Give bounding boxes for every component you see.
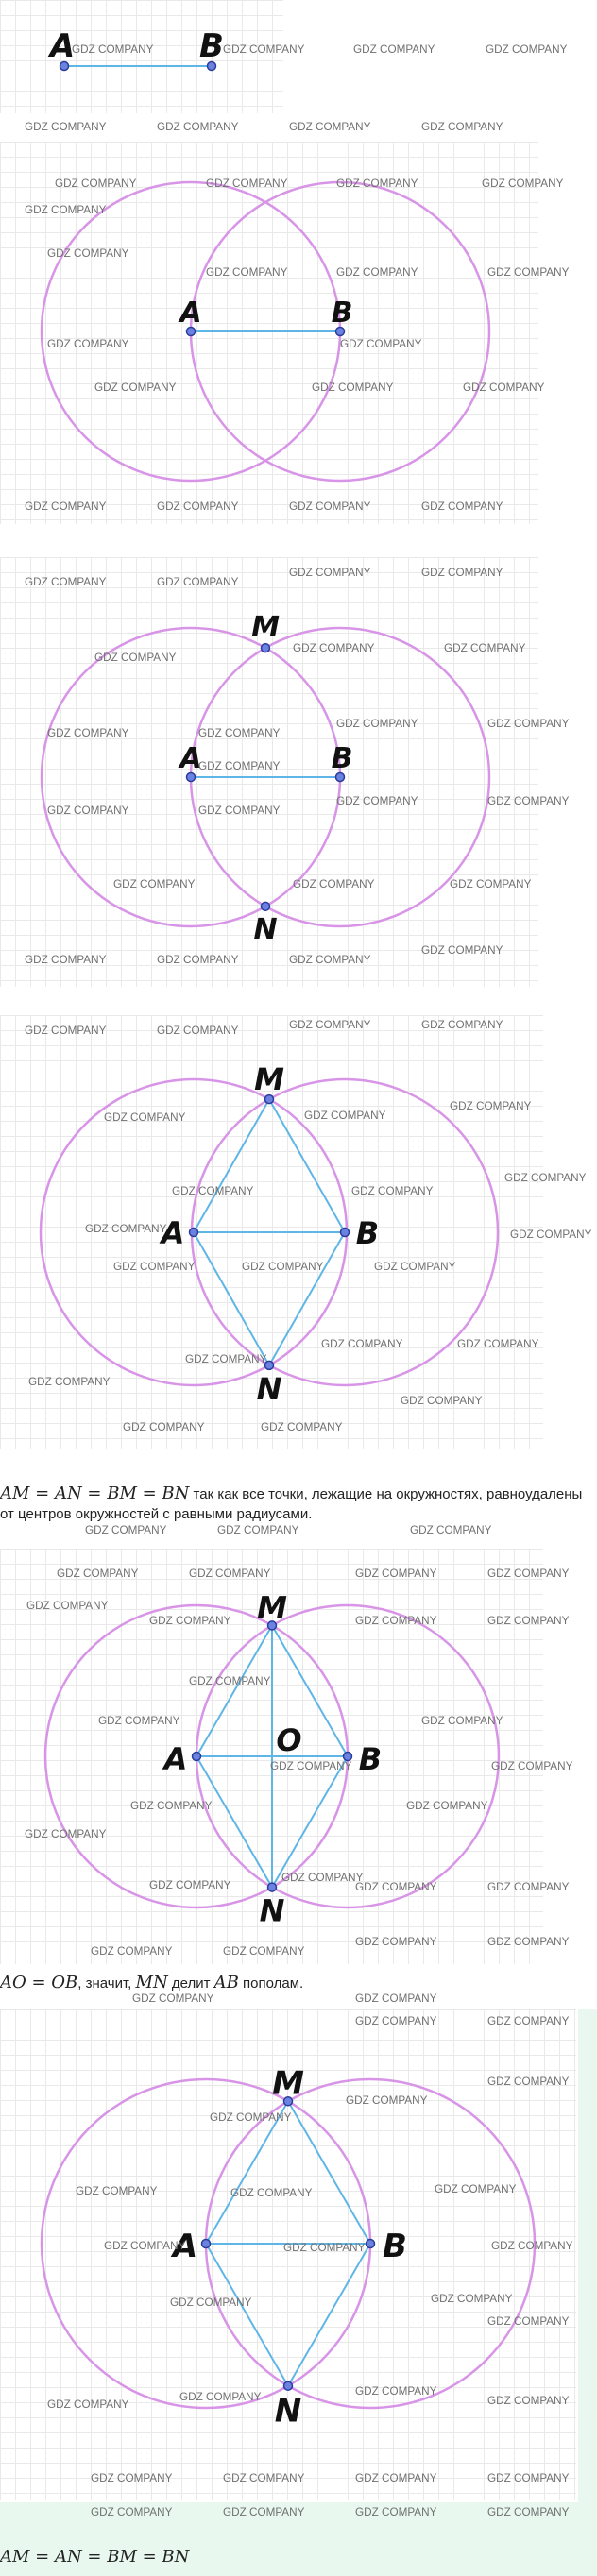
label-a: A <box>172 2228 198 2265</box>
watermark-text: GDZ COMPANY <box>206 265 288 279</box>
diagram-rhombus <box>0 1015 592 1449</box>
segment-na <box>196 1756 272 1888</box>
label-a: A <box>161 1215 185 1251</box>
watermark-text: GDZ COMPANY <box>223 42 305 56</box>
watermark-text: GDZ COMPANY <box>355 2471 437 2484</box>
watermark-text: GDZ COMPANY <box>230 2186 313 2199</box>
watermark-text: GDZ COMPANY <box>374 1260 456 1273</box>
watermark-text: GDZ COMPANY <box>76 2184 158 2197</box>
watermark-text: GDZ COMPANY <box>47 337 129 350</box>
watermark-text: GDZ COMPANY <box>198 726 281 739</box>
point-n <box>262 902 270 910</box>
watermark-text: GDZ COMPANY <box>242 1260 324 1273</box>
watermark-text: GDZ COMPANY <box>355 1614 437 1627</box>
watermark-text: GDZ COMPANY <box>421 500 503 513</box>
point-n <box>284 2381 293 2390</box>
watermark-text: GDZ COMPANY <box>504 1171 587 1184</box>
watermark-text: GDZ COMPANY <box>130 1799 213 1812</box>
point-n <box>268 1883 277 1891</box>
watermark-row-caption1 <box>0 1520 597 1543</box>
label-m: M <box>251 611 280 645</box>
watermark-text: GDZ COMPANY <box>487 1614 570 1627</box>
watermark-text: GDZ COMPANY <box>98 1714 180 1727</box>
watermark-text: GDZ COMPANY <box>91 2471 173 2484</box>
watermark-text: GDZ COMPANY <box>336 794 418 807</box>
panel-final-rhombus <box>0 2009 576 2500</box>
watermark-text: GDZ COMPANY <box>431 2292 513 2305</box>
watermark-text: GDZ COMPANY <box>336 265 418 279</box>
panel-rhombus <box>0 1015 592 1449</box>
watermark-text: GDZ COMPANY <box>223 1944 305 1957</box>
point-b <box>341 1229 350 1237</box>
watermark-text: GDZ COMPANY <box>510 1228 592 1241</box>
label-b: B <box>199 27 224 65</box>
watermark-text: GDZ COMPANY <box>421 1018 503 1031</box>
watermark-text: GDZ COMPANY <box>94 381 177 394</box>
watermark-text: GDZ COMPANY <box>157 120 239 133</box>
watermark-text: GDZ COMPANY <box>85 1523 167 1536</box>
caption-equal-sides <box>0 1484 597 1524</box>
watermark-text: GDZ COMPANY <box>421 943 503 957</box>
label-o: O <box>276 1722 302 1758</box>
watermark-text: GDZ COMPANY <box>336 717 418 730</box>
watermark-text: GDZ COMPANY <box>55 177 137 190</box>
panel-rhombus-diagonals <box>0 1549 573 1964</box>
watermark-text: GDZ COMPANY <box>26 1599 109 1612</box>
watermark-row-2 <box>0 113 597 142</box>
segment-bn <box>288 2244 370 2386</box>
watermark-text: GDZ COMPANY <box>123 1420 205 1433</box>
label-b: B <box>383 2228 407 2265</box>
watermark-text: GDZ COMPANY <box>487 265 570 279</box>
watermark-text: GDZ COMPANY <box>47 726 129 739</box>
diagram-final-rhombus <box>0 2009 576 2500</box>
math-ab: AB <box>213 1973 239 1992</box>
watermark-text: GDZ COMPANY <box>463 381 545 394</box>
label-n: N <box>256 1370 282 1407</box>
watermark-text: GDZ COMPANY <box>487 1935 570 1948</box>
watermark-text: GDZ COMPANY <box>355 1935 437 1948</box>
watermark-text: GDZ COMPANY <box>25 1827 107 1840</box>
watermark-text: GDZ COMPANY <box>289 500 371 513</box>
watermark-text: GDZ COMPANY <box>487 2075 570 2088</box>
watermark-text: GDZ COMPANY <box>170 2296 252 2309</box>
watermark-text: GDZ COMPANY <box>185 1352 267 1365</box>
diagram-segment-ab <box>0 0 305 113</box>
watermark-text: GDZ COMPANY <box>355 1880 437 1893</box>
watermark-text: GDZ COMPANY <box>91 1944 173 1957</box>
watermark-text: GDZ COMPANY <box>421 1714 503 1727</box>
label-m: M <box>257 1589 287 1626</box>
point-a <box>190 1229 198 1237</box>
watermark-row-caption2 <box>0 1989 597 2009</box>
watermark-text: GDZ COMPANY <box>421 120 503 133</box>
panel-circles-ab <box>0 142 570 524</box>
watermark-text: GDZ COMPANY <box>487 717 570 730</box>
point-a <box>193 1753 201 1761</box>
watermark-text: GDZ COMPANY <box>487 2394 570 2407</box>
label-a: A <box>163 1741 188 1777</box>
watermark-text: GDZ COMPANY <box>289 120 371 133</box>
label-a: A <box>179 297 202 330</box>
label-m: M <box>254 1061 284 1098</box>
watermark-text: GDZ COMPANY <box>487 2314 570 2328</box>
watermark-text: GDZ COMPANY <box>210 2110 292 2124</box>
watermark-text: GDZ COMPANY <box>351 1184 434 1197</box>
segment-mb <box>288 2101 370 2244</box>
watermark-row-1 <box>283 0 597 113</box>
watermark-text: GDZ COMPANY <box>340 337 422 350</box>
diagram-circles-ab <box>0 142 570 524</box>
segment-na <box>206 2244 288 2386</box>
label-m: M <box>272 2064 304 2103</box>
watermark-text: GDZ COMPANY <box>487 1880 570 1893</box>
watermark-text: GDZ COMPANY <box>104 2239 186 2252</box>
watermark-text: GDZ COMPANY <box>355 2384 437 2398</box>
green-side-bar <box>578 2009 597 2576</box>
watermark-text: GDZ COMPANY <box>444 641 526 654</box>
watermark-text: GDZ COMPANY <box>223 2471 305 2484</box>
watermark-text: GDZ COMPANY <box>336 177 418 190</box>
watermark-text: GDZ COMPANY <box>289 953 371 966</box>
math-mn: MN <box>135 1973 168 1992</box>
watermark-text: GDZ COMPANY <box>104 1110 186 1124</box>
watermark-text: GDZ COMPANY <box>261 1420 343 1433</box>
diagram-rhombus-diagonals <box>0 1549 573 1964</box>
math-ao-ob: AO = OB <box>0 1973 78 1992</box>
watermark-text: GDZ COMPANY <box>289 566 371 579</box>
math-equalities: AM = AN = BM = BN <box>0 1483 190 1503</box>
watermark-text: GDZ COMPANY <box>346 2093 428 2107</box>
watermark-text: GDZ COMPANY <box>25 575 107 588</box>
watermark-text: GDZ COMPANY <box>487 2471 570 2484</box>
caption-bisects: AO = OB, значит, MN делит AB пополам. <box>0 1973 304 1992</box>
watermark-text: GDZ COMPANY <box>406 1799 488 1812</box>
math-final-equalities: AM = AN = BM = BN <box>0 2547 190 2567</box>
watermark-text: GDZ COMPANY <box>47 2398 129 2411</box>
watermark-text: GDZ COMPANY <box>217 1523 299 1536</box>
watermark-text: GDZ COMPANY <box>179 2390 262 2403</box>
watermark-text: GDZ COMPANY <box>189 1567 271 1580</box>
watermark-text: GDZ COMPANY <box>25 953 107 966</box>
watermark-text: GDZ COMPANY <box>401 1394 483 1407</box>
watermark-text: GDZ COMPANY <box>25 1024 107 1037</box>
watermark-text: GDZ COMPANY <box>198 759 281 772</box>
watermark-text: GDZ COMPANY <box>157 953 239 966</box>
watermark-text: GDZ COMPANY <box>283 2241 366 2254</box>
watermark-text: GDZ COMPANY <box>157 575 239 588</box>
watermark-text: GDZ COMPANY <box>355 1991 437 2005</box>
watermark-row-bottom <box>0 2502 597 2540</box>
diagram-circles-mn <box>0 557 570 987</box>
watermark-text: GDZ COMPANY <box>355 2014 437 2027</box>
label-n: N <box>274 2392 302 2431</box>
watermark-text: GDZ COMPANY <box>491 2239 573 2252</box>
watermark-text: GDZ COMPANY <box>410 1523 492 1536</box>
watermark-text: GDZ COMPANY <box>293 641 375 654</box>
segment-am <box>194 1099 269 1232</box>
watermark-text: GDZ COMPANY <box>94 651 177 664</box>
watermark-text: GDZ COMPANY <box>72 42 154 56</box>
watermark-text: GDZ COMPANY <box>270 1759 352 1772</box>
caption-explanation: так как все точки, лежащие на окружностях, равноудалены от центров окружностей с равными радиусами. <box>0 1486 583 1522</box>
watermark-text: GDZ COMPANY <box>355 1567 437 1580</box>
watermark-text: GDZ COMPANY <box>304 1109 386 1122</box>
watermark-text: GDZ COMPANY <box>487 1567 570 1580</box>
watermark-text: GDZ COMPANY <box>47 804 129 817</box>
watermark-text: GDZ COMPANY <box>293 877 375 890</box>
watermark-text: GDZ COMPANY <box>113 877 196 890</box>
point-m <box>262 644 270 652</box>
watermark-text: GDZ COMPANY <box>25 120 107 133</box>
panel-segment-ab <box>0 0 305 113</box>
watermark-text: GDZ COMPANY <box>149 1878 231 1891</box>
watermark-text: GDZ COMPANY <box>421 566 503 579</box>
watermark-text: GDZ COMPANY <box>47 246 129 260</box>
label-n: N <box>259 1892 285 1929</box>
point-a <box>202 2240 211 2248</box>
watermark-text: GDZ COMPANY <box>132 1991 214 2005</box>
label-b: B <box>355 1215 380 1251</box>
caption-final <box>0 2548 597 2567</box>
watermark-text: GDZ COMPANY <box>355 2505 437 2518</box>
label-n: N <box>253 912 278 946</box>
segment-bn <box>272 1756 348 1888</box>
watermark-text: GDZ COMPANY <box>482 177 564 190</box>
watermark-text: GDZ COMPANY <box>223 2505 305 2518</box>
segment-na <box>194 1232 269 1365</box>
watermark-text: GDZ COMPANY <box>435 2182 517 2195</box>
label-b: B <box>331 742 353 775</box>
watermark-text: GDZ COMPANY <box>189 1674 271 1687</box>
watermark-text: GDZ COMPANY <box>25 203 107 216</box>
watermark-text: GDZ COMPANY <box>198 804 281 817</box>
watermark-text: GDZ COMPANY <box>157 1024 239 1037</box>
watermark-text: GDZ COMPANY <box>113 1260 196 1273</box>
watermark-text: GDZ COMPANY <box>57 1567 139 1580</box>
watermark-text: GDZ COMPANY <box>312 381 394 394</box>
point-b <box>367 2240 375 2248</box>
label-b: B <box>331 297 353 330</box>
label-a: A <box>49 27 76 65</box>
watermark-text: GDZ COMPANY <box>25 500 107 513</box>
watermark-text: GDZ COMPANY <box>353 42 435 56</box>
watermark-text: GDZ COMPANY <box>289 1018 371 1031</box>
watermark-text: GDZ COMPANY <box>487 2505 570 2518</box>
watermark-text: GDZ COMPANY <box>149 1614 231 1627</box>
label-a: A <box>179 742 202 775</box>
watermark-text: GDZ COMPANY <box>486 42 568 56</box>
label-b: B <box>358 1741 383 1777</box>
watermark-text: GDZ COMPANY <box>487 794 570 807</box>
segment-am <box>196 1625 272 1756</box>
watermark-text: GDZ COMPANY <box>85 1222 167 1235</box>
watermark-text: GDZ COMPANY <box>281 1871 364 1884</box>
watermark-text: GDZ COMPANY <box>450 1099 532 1112</box>
watermark-text: GDZ COMPANY <box>172 1184 254 1197</box>
watermark-text: GDZ COMPANY <box>487 2014 570 2027</box>
watermark-text: GDZ COMPANY <box>28 1375 111 1388</box>
watermark-text: GDZ COMPANY <box>491 1759 573 1772</box>
watermark-text: GDZ COMPANY <box>157 500 239 513</box>
watermark-text: GDZ COMPANY <box>321 1337 403 1350</box>
watermark-text: GDZ COMPANY <box>206 177 288 190</box>
watermark-text: GDZ COMPANY <box>450 877 532 890</box>
panel-circles-mn <box>0 557 570 987</box>
watermark-text: GDZ COMPANY <box>91 2505 173 2518</box>
watermark-text: GDZ COMPANY <box>457 1337 539 1350</box>
